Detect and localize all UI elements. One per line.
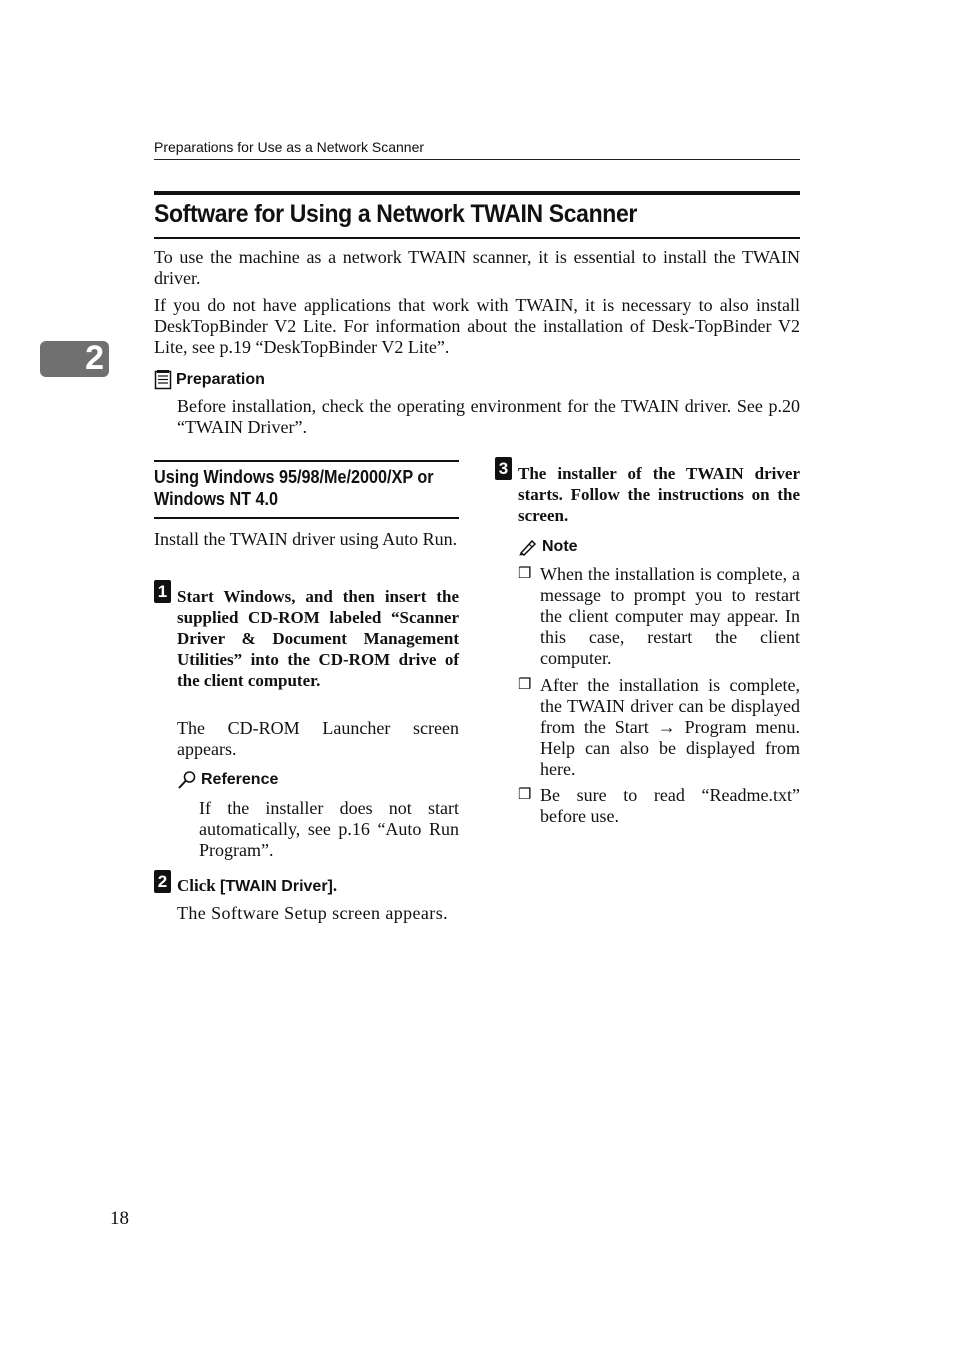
note-item bbox=[518, 785, 800, 827]
title-rule-bottom bbox=[154, 237, 800, 239]
step-2-prefix: Click bbox=[177, 876, 220, 895]
step-1-instruction: Start Windows, and then insert the supplied CD-ROM labeled “Scanner Driver & Document Management Utilities” into the CD-ROM drive of the client computer. bbox=[177, 587, 459, 690]
note-text: When the installation is complete, a message to prompt you to restart the client computer may appear. In this case, restart the client computer. bbox=[540, 564, 800, 668]
section-heading: Using Windows 95/98/Me/2000/XP or Windows NT 4.0 bbox=[154, 467, 434, 509]
step-3-marker: 3 bbox=[495, 457, 512, 480]
chapter-tab bbox=[40, 341, 109, 377]
running-header: Preparations for Use as a Network Scanner bbox=[154, 139, 425, 155]
preparation-text: Before installation, check the operating environment for the TWAIN driver. See p.20 “TWAIN Driver”. bbox=[177, 396, 800, 437]
title-rule-top bbox=[154, 191, 800, 195]
note-text: After the installation is complete, the TWAIN driver can be displayed from the Start → Program menu. Help can also be displayed from here. bbox=[540, 675, 800, 779]
step-2-marker: 2 bbox=[154, 870, 171, 893]
step-1-marker: 1 bbox=[154, 580, 171, 603]
page-number: 18 bbox=[110, 1208, 129, 1229]
checkbox-icon: ❒ bbox=[518, 787, 532, 803]
intro-paragraph-1: To use the machine as a network TWAIN scanner, it is essential to install the TWAIN driver. bbox=[154, 247, 800, 288]
checkbox-icon: ❒ bbox=[518, 566, 532, 582]
section-rule-bottom bbox=[154, 517, 459, 519]
note-text: Be sure to read “Readme.txt” before use. bbox=[540, 785, 800, 826]
header-rule bbox=[154, 159, 800, 160]
magnifier-icon bbox=[177, 770, 197, 790]
pencil-icon bbox=[518, 538, 538, 556]
step-2-instruction bbox=[177, 876, 337, 896]
note-item bbox=[518, 675, 800, 780]
step-2-suffix: . bbox=[332, 876, 338, 895]
note-label-text: Note bbox=[542, 538, 578, 555]
note-label bbox=[518, 538, 578, 556]
note-item bbox=[518, 564, 800, 669]
checklist-icon bbox=[154, 370, 172, 390]
page-title: Software for Using a Network TWAIN Scanner bbox=[154, 200, 637, 228]
step-3-instruction: The installer of the TWAIN driver starts. Follow the instructions on the screen. bbox=[518, 464, 800, 525]
step-1-result: The CD-ROM Launcher screen appears. bbox=[177, 718, 459, 759]
section-intro: Install the TWAIN driver using Auto Run. bbox=[154, 529, 458, 549]
reference-text: If the installer does not start automatically, see p.16 “Auto Run Program”. bbox=[199, 798, 459, 860]
step-2-result: The Software Setup screen appears. bbox=[177, 903, 448, 923]
reference-label bbox=[177, 770, 278, 790]
reference-label-text: Reference bbox=[201, 771, 279, 788]
chapter-number: 2 bbox=[85, 339, 104, 377]
preparation-label bbox=[154, 370, 265, 390]
twain-driver-button-label: [TWAIN Driver] bbox=[219, 878, 333, 895]
section-rule-top bbox=[154, 460, 459, 462]
intro-paragraph-2: If you do not have applications that work with TWAIN, it is necessary to also install DeskTopBinder V2 Lite. For information about the installation of Desk-TopBinder V2 Lite, see p.19 “DeskTopBinder V2 Lite”. bbox=[154, 295, 800, 357]
checkbox-icon: ❒ bbox=[518, 677, 532, 693]
preparation-label-text: Preparation bbox=[176, 371, 265, 388]
